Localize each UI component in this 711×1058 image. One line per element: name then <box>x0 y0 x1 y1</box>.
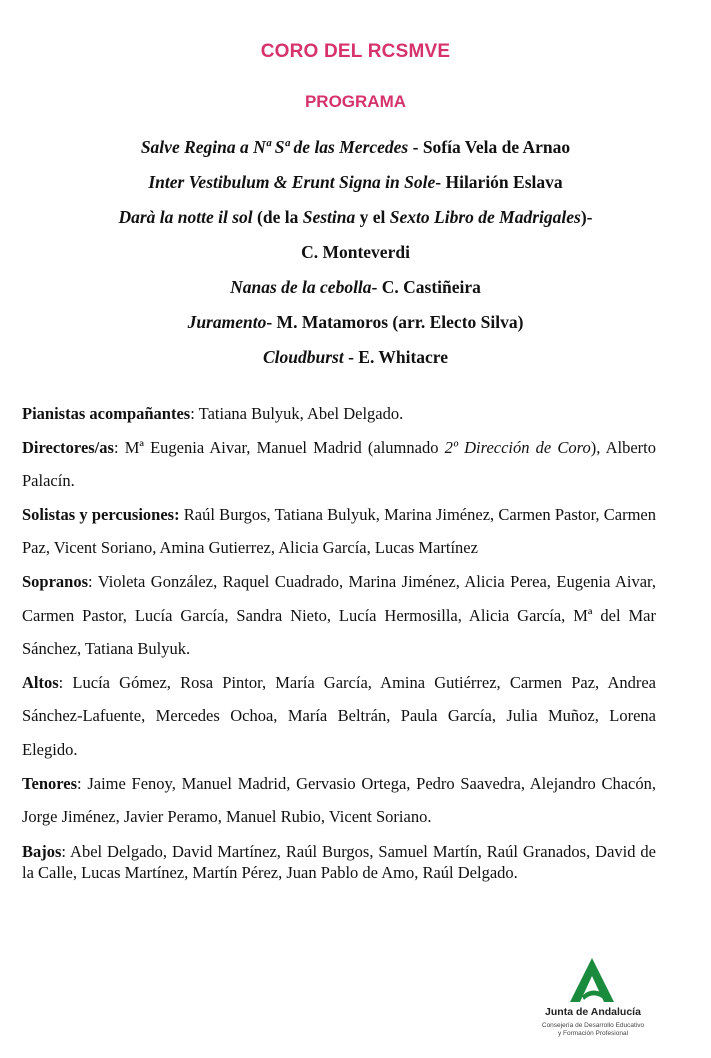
credit-pianistas: Pianistas acompañantes: Tatiana Bulyuk, Abel Delgado. <box>22 404 404 423</box>
work-title: Inter Vestibulum & Erunt Signa in Sole <box>148 172 436 192</box>
composer: Sofía Vela de Arnao <box>422 137 571 157</box>
credit-label: Tenores <box>22 773 78 793</box>
program-item <box>0 237 711 272</box>
credit-directores: Directores/as: Mª Eugenia Aivar, Manuel Madrid (alumnado 2º Dirección de Coro), Alberto Palacín. <box>22 437 656 491</box>
credit-tenores: Tenores: Jaime Fenoy, Manuel Madrid, Gervasio Ortega, Pedro Saavedra, Alejandro Chacón, Jorge Jiménez, Javier Peramo, Manuel Rubio, Vicent Soriano. <box>22 773 656 827</box>
program-list <box>0 132 711 377</box>
composer: C. Monteverdi <box>301 242 410 262</box>
program-item: Nanas de la cebolla- C. Castiñeira <box>230 277 481 297</box>
program-item: Juramento- M. Matamoros (arr. Electo Silva) <box>187 312 524 332</box>
credit-label: Directores/as <box>22 437 114 457</box>
program-heading: PROGRAMA <box>304 92 407 111</box>
program-item: Salve Regina a Nª Sª de las Mercedes - Sofía Vela de Arnao <box>140 137 571 157</box>
work-title: Cloudburst <box>262 347 344 367</box>
composer: E. Whitacre <box>358 347 449 367</box>
credits-section <box>22 397 656 883</box>
work-title: Juramento <box>187 312 267 332</box>
work-title: Salve Regina a Nª Sª de las Mercedes <box>140 137 409 157</box>
credit-altos: Altos: Lucía Gómez, Rosa Pintor, María García, Amina Gutiérrez, Carmen Paz, Andrea Sánchez-Lafuente, Mercedes Ochoa, María Beltrán, Paula García, Julia Muñoz, Lorena Elegido. <box>22 672 656 759</box>
logo-name: Junta de Andalucía <box>545 1006 641 1018</box>
andalucia-a-icon <box>568 956 616 1004</box>
program-item: Cloudburst - E. Whitacre <box>262 347 449 367</box>
program-item: Darà la notte il sol (de la Sestina y el Sexto Libro de Madrigales)- <box>118 207 593 227</box>
document-title: CORO DEL RCSMVE <box>260 41 451 62</box>
junta-andalucia-logo <box>538 956 646 1046</box>
credit-solistas: Solistas y percusiones: Raúl Burgos, Tatiana Bulyuk, Marina Jiménez, Carmen Pastor, Carmen Paz, Vicent Soriano, Amina Gutierrez, Alicia García, Lucas Martínez <box>22 504 656 558</box>
credit-sopranos: Sopranos: Violeta González, Raquel Cuadrado, Marina Jiménez, Alicia Perea, Eugenia Aivar, Carmen Pastor, Lucía García, Sandra Nieto, Lucía Hermosilla, Alicia García, Mª del Mar Sánchez, Tatiana Bulyuk. <box>22 571 656 659</box>
credit-label: Sopranos <box>22 571 89 591</box>
program-item: Inter Vestibulum & Erunt Signa in Sole- Hilarión Eslava <box>148 172 563 192</box>
work-title: Darà la notte il sol <box>118 207 253 227</box>
work-title: Nanas de la cebolla <box>230 277 372 297</box>
credit-label: Pianistas acompañantes <box>22 404 191 423</box>
credit-label: Altos <box>22 672 59 692</box>
credit-label: Solistas y percusiones: <box>22 504 180 524</box>
credit-bajos: Bajos: Abel Delgado, David Martínez, Raúl Burgos, Samuel Martín, Raúl Granados, David de la Calle, Lucas Martínez, Martín Pérez, Juan Pablo de Amo, Raúl Delgado. <box>22 841 656 882</box>
logo-subtitle: Consejería de Desarrollo Educativo y Formación Profesional <box>541 1022 645 1037</box>
composer: Hilarión Eslava <box>445 172 563 192</box>
credit-label: Bajos <box>22 841 62 861</box>
composer: C. Castiñeira <box>381 277 481 297</box>
composer: M. Matamoros (arr. Electo Silva) <box>276 312 524 332</box>
